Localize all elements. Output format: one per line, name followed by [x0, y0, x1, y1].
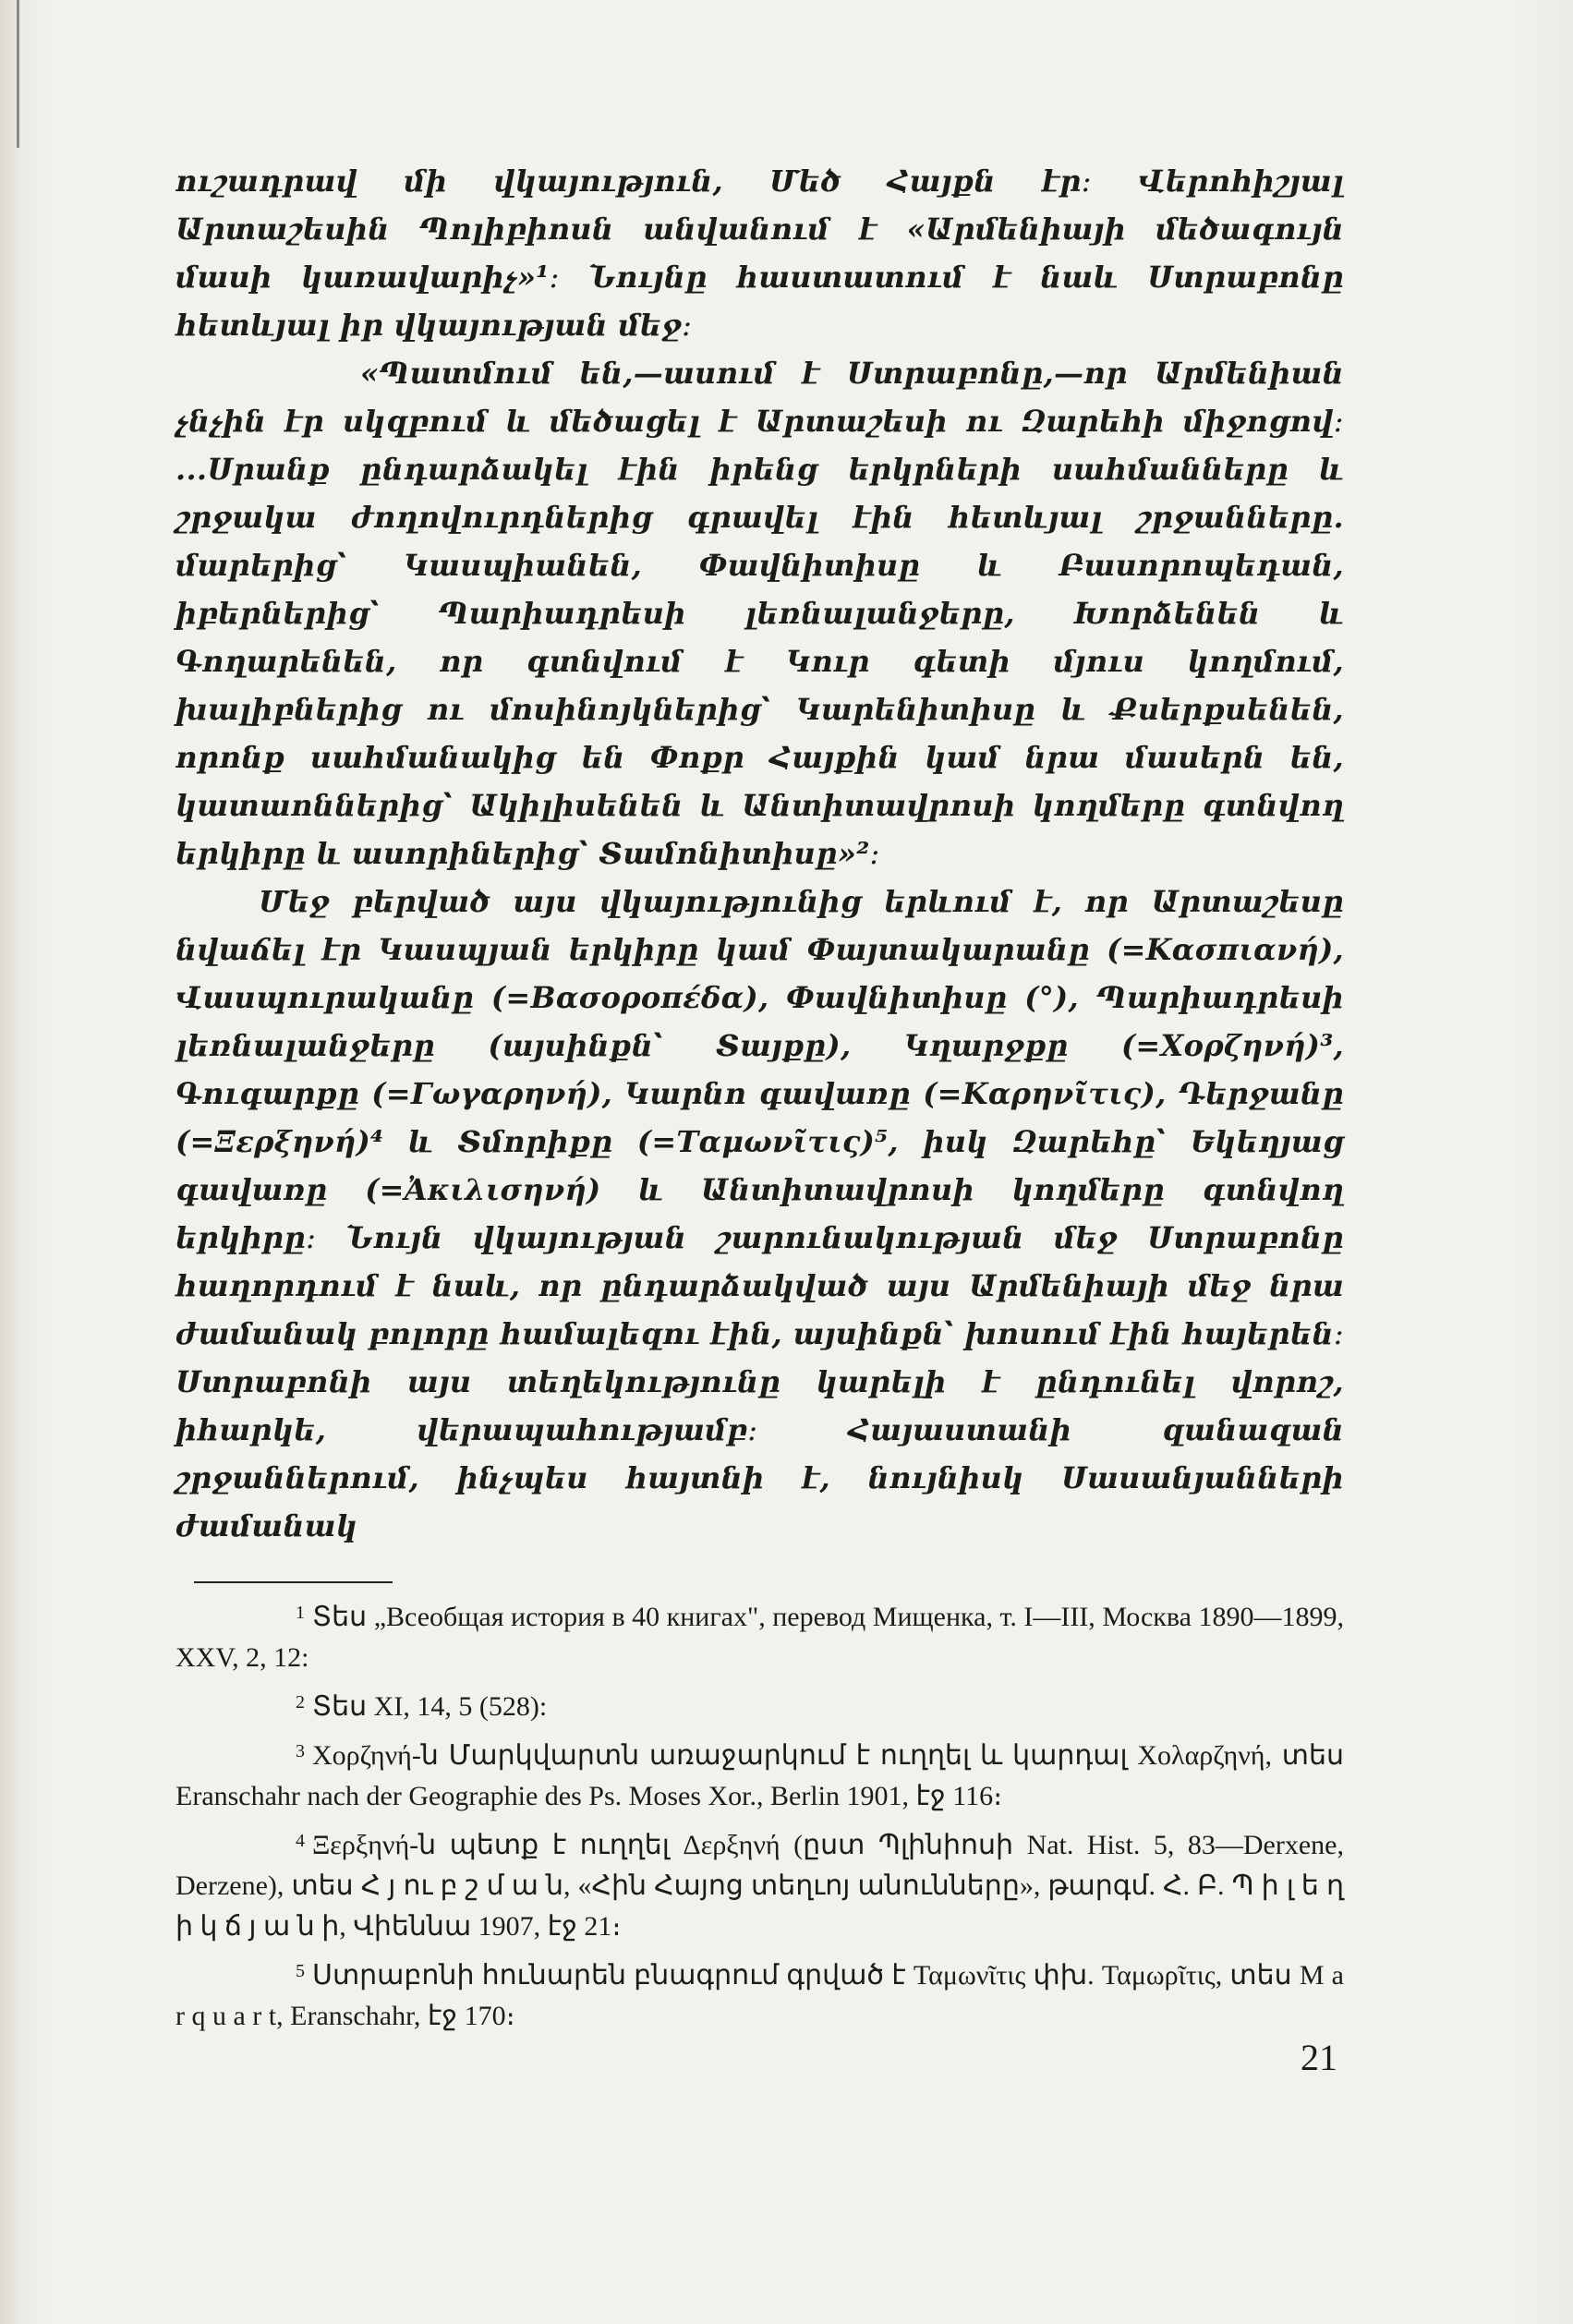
footnote-text: Ξερξηνή-ն պետք է ուղղել Δερξηνή (ըստ Պլինիոսի Nat. Hist. 5, 83—Derxene, Derzene), տես Հ յ ու բ շ մ ա ն, «Հին Հայոց տեղւոյ անունները», թարգմ. Հ. Բ. Պ ի լ ե ղ ի կ ճ յ ա ն ի, Վիեննա 1907, էջ 21։ [175, 1830, 1344, 1942]
footnote-text: Ստրաբոնի հունարեն բնագրում գրված է Ταμωνῖτις փխ. Ταμωρῖτις, տես M a r q u a r t, Eranschahr, էջ 170։ [175, 1960, 1344, 2031]
footnote-3 [175, 1731, 1344, 1817]
page-number: 21 [1301, 2037, 1337, 2078]
footnote-5 [175, 1951, 1344, 2037]
main-text [175, 157, 1344, 1550]
footnote-number: 4 [296, 1831, 305, 1851]
footnote-number: 5 [296, 1961, 305, 1981]
footnote-text: Χορζηνή-ն Մարկվարտն առաջարկում է ուղղել և կարդալ Χολαρζηνή, տես Eranschahr nach der Geographie des Ps. Moses Xor., Berlin 1901, էջ 116։ [175, 1740, 1344, 1811]
paragraph-1: ուշադրավ մի վկայություն, Մեծ Հայքն էր։ Վերոհիշյալ Արտաշեսին Պոլիբիոսն անվանում է «Արմենիայի մեծագույն մասի կառավարիչ»¹։ Նույնը հաստատում է նաև Ստրաբոնը հետևյալ իր վկայության մեջ։ [175, 163, 1344, 343]
footnote-rule [194, 1581, 393, 1583]
footnote-text: Տես XI, 14, 5 (528): [312, 1691, 548, 1722]
footnote-2 [175, 1682, 1344, 1727]
page-spine-shadow [17, 0, 19, 148]
footnote-number: 3 [296, 1741, 305, 1761]
footnote-1 [175, 1592, 1344, 1678]
footnote-4 [175, 1821, 1344, 1947]
paragraph-3: Մեջ բերված այս վկայությունից երևում է, որ Արտաշեսը նվաճել էր Կասպյան երկիրը կամ Փայտակարանը (=Κασπιανή), Վասպուրականը (=Βασοροπέδα), Փավնիտիսը (°), Պարիադրեսի լեռնալանջերը (այսինքն՝ Տայքը), Կղարջքը (=Χορζηνή)³, Գուգարքը (=Γωγαρηνή), Կարնո գավառը (=Καρηνῖτις), Դերջանը (=Ξερξηνή)⁴ և Տմորիքը (=Ταμωνῖτις)⁵, իսկ Զարեհը՝ Եկեղյաց գավառը (=Ἀκιλισηνή) և Անտիտավրոսի կողմերը գտնվող երկիրը։ Նույն վկայության շարունակության մեջ Ստրաբոնը հաղորդում է նաև, որ ընդարձակված այս Արմենիայի մեջ նրա ժամանակ բոլորը համալեզու էին, այսինքն՝ խոսում էին հայերեն։ Ստրաբոնի այս տեղեկությունը կարելի է ընդունել վորոշ, իհարկե, վերապահությամբ։ Հայաստանի զանազան շրջաններում, ինչպես հայտնի է, նույնիսկ Սասանյանների ժամանակ [175, 884, 1344, 1543]
footnotes [175, 1592, 1344, 2040]
footnote-number: 2 [296, 1692, 305, 1713]
footnote-text: Տես „Всеобщая история в 40 книгах", перевод Мищенка, т. I—III, Москва 1890—1899, XXV, 2, 12: [175, 1602, 1344, 1673]
paragraph-2-quote: «Պատմում են,—ասում է Ստրաբոնը,—որ Արմենիան չնչին էր սկզբում և մեծացել է Արտաշեսի ու Զարեհի միջոցով։ ...Սրանք ընդարձակել էին իրենց երկրների սահմանները և շրջակա ժողովուրդներից գրավել էին հետևյալ շրջանները. մարերից՝ Կասպիանեն, Փավնիտիսը և Բասորոպեդան, իբերներից՝ Պարիադրեսի լեռնալանջերը, Խորձենեն և Գողարենեն, որ գտնվում է Կուր գետի մյուս կողմում, խալիբներից ու մոսինոյկներից՝ Կարենիտիսը և Քսերքսենեն, որոնք սահմանակից են Փոքր Հայքին կամ նրա մասերն են, կատաոններից՝ Ակիլիսենեն և Անտիտավրոսի կողմերը գտնվող երկիրը և ասորիներից՝ Տամոնիտիսը»²։ [175, 356, 1344, 871]
footnote-number: 1 [296, 1603, 305, 1623]
